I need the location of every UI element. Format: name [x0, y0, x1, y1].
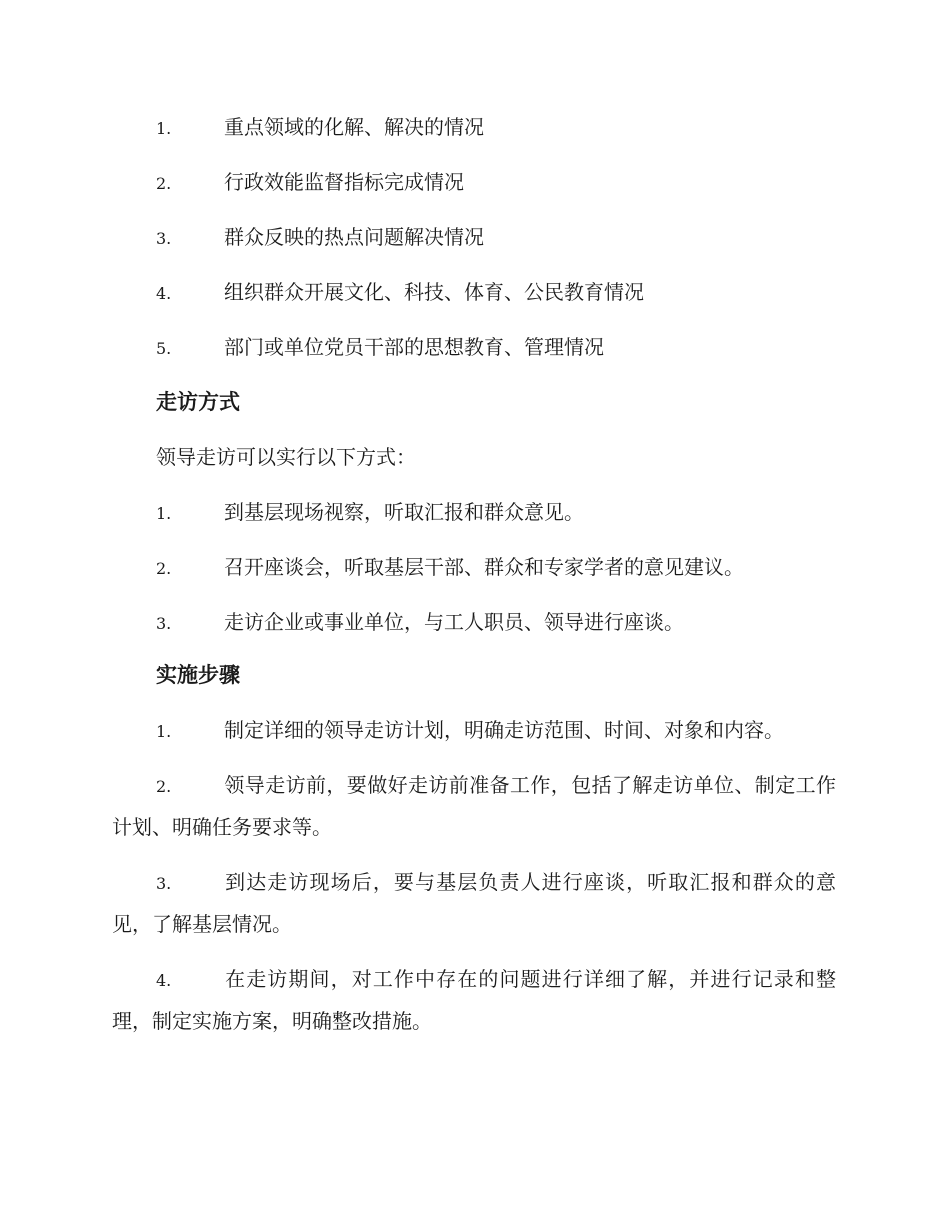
list-text: 制定详细的领导走访计划，明确走访范围、时间、对象和内容。 — [224, 718, 784, 742]
list-item — [112, 492, 584, 532]
list-text: 到达走访现场后，要与基层负责人进行座谈，听取汇报和群众的意见，了解基层情况。 — [112, 870, 836, 936]
list-item — [112, 765, 836, 847]
list-number: 1. — [156, 722, 172, 741]
list-text: 在走访期间，对工作中存在的问题进行详细了解，并进行记录和整理，制定实施方案，明确整改措施。 — [112, 967, 836, 1033]
list-text: 召开座谈会，听取基层干部、群众和专家学者的意见建议。 — [224, 555, 744, 579]
list-text: 到基层现场视察，听取汇报和群众意见。 — [224, 500, 584, 524]
list-number: 1. — [156, 504, 172, 523]
section-heading: 实施步骤 — [156, 663, 240, 687]
list-text: 部门或单位党员干部的思想教育、管理情况 — [224, 335, 604, 359]
list-number: 3. — [156, 229, 172, 248]
list-item — [112, 710, 784, 750]
section-intro: 领导走访可以实行以下方式： — [156, 445, 416, 469]
list-number: 4. — [156, 284, 172, 303]
list-number: 4. — [156, 971, 172, 990]
list-number: 3. — [156, 874, 172, 893]
list-item — [112, 162, 464, 202]
list-number: 2. — [156, 777, 172, 796]
list-text: 重点领域的化解、解决的情况 — [224, 115, 484, 139]
list-number: 3. — [156, 614, 172, 633]
list-text: 组织群众开展文化、科技、体育、公民教育情况 — [224, 280, 644, 304]
list-item — [112, 547, 744, 587]
list-item — [112, 327, 604, 367]
list-text: 走访企业或事业单位，与工人职员、领导进行座谈。 — [224, 610, 684, 634]
list-text: 行政效能监督指标完成情况 — [224, 170, 464, 194]
list-item — [112, 107, 484, 147]
list-text: 群众反映的热点问题解决情况 — [224, 225, 484, 249]
list-text: 领导走访前，要做好走访前准备工作，包括了解走访单位、制定工作计划、明确任务要求等。 — [112, 773, 836, 839]
list-item — [112, 272, 644, 312]
list-number: 1. — [156, 119, 172, 138]
list-item — [112, 217, 484, 257]
list-item — [112, 959, 836, 1041]
list-item — [112, 602, 684, 642]
list-item — [112, 862, 836, 944]
list-number: 5. — [156, 339, 172, 358]
section-heading: 走访方式 — [156, 390, 240, 414]
list-number: 2. — [156, 559, 172, 578]
list-number: 2. — [156, 174, 172, 193]
